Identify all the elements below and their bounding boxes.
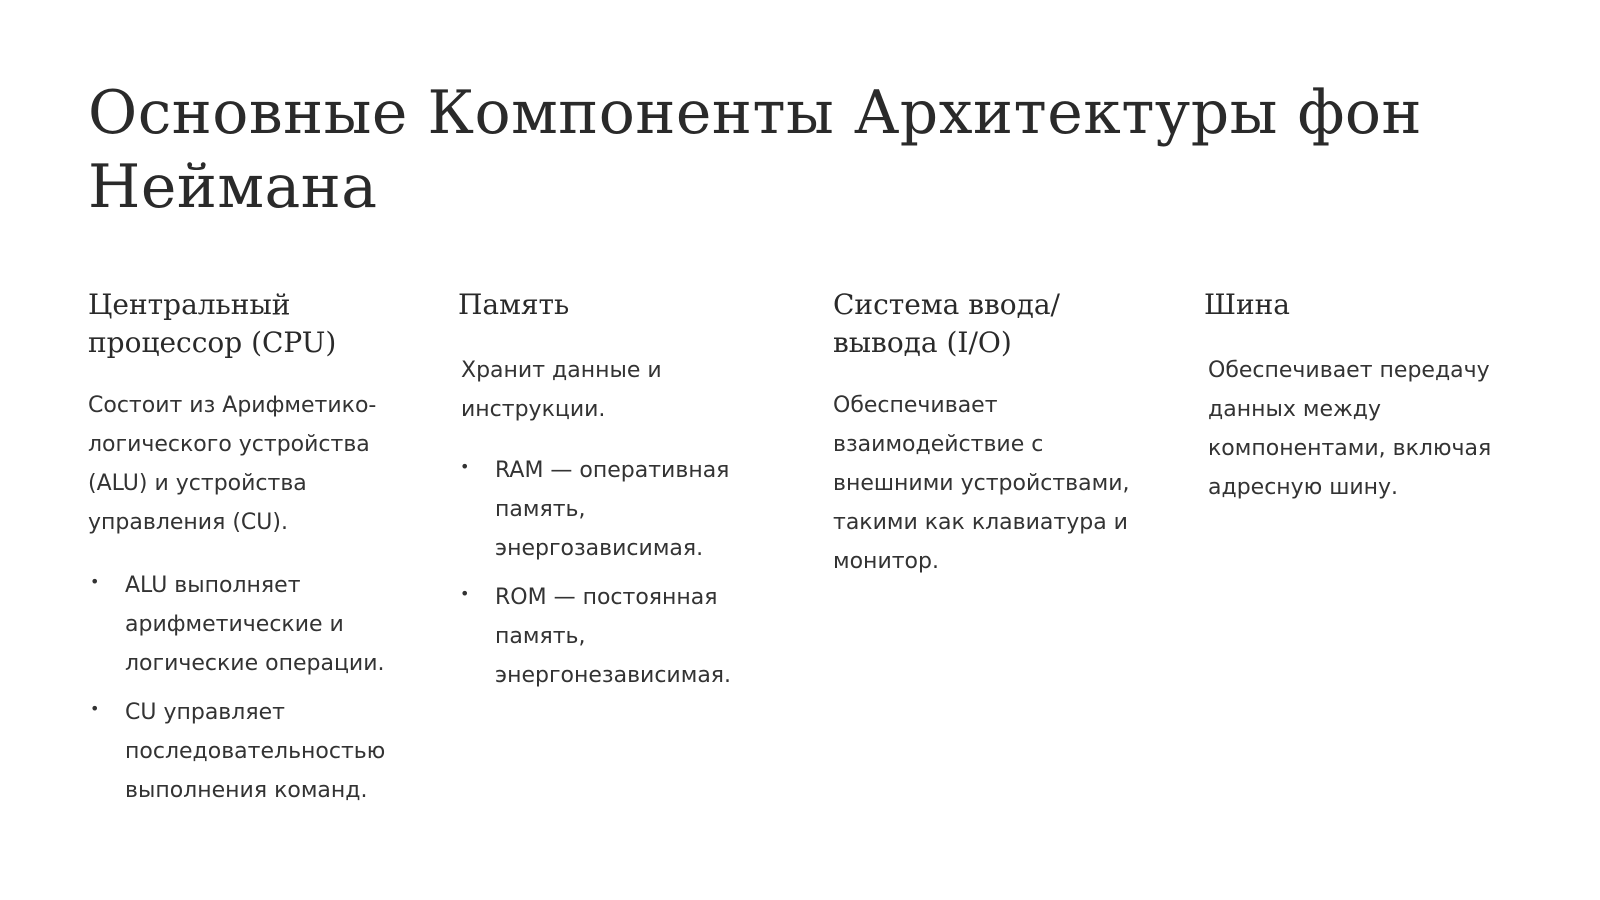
column-heading-bus: Шина xyxy=(1204,288,1290,321)
column-io xyxy=(833,286,1153,581)
list-item xyxy=(458,578,778,695)
column-memory xyxy=(458,286,778,705)
bullet-dot-icon: • xyxy=(460,457,470,476)
column-text-memory: Хранит данные и инструкции. xyxy=(461,358,662,422)
bullet-list-memory xyxy=(458,451,778,695)
bullet-dot-icon: • xyxy=(90,699,100,718)
column-text-bus: Обеспечивает передачу данных между компонентами, включая адресную шину. xyxy=(1208,358,1492,500)
column-cpu xyxy=(88,286,408,820)
bullet-dot-icon: • xyxy=(90,572,100,591)
list-item-text: ALU выполняет арифметические и логические операции. xyxy=(125,573,385,676)
column-text-cpu: Состоит из Арифметико-логического устройства (ALU) и устройства управления (CU). xyxy=(88,393,377,535)
list-item xyxy=(458,451,778,568)
list-item xyxy=(88,566,408,683)
list-item-text: ROM — постоянная память, энергонезависимая. xyxy=(495,585,732,688)
column-heading-io: Система ввода/вывода (I/O) xyxy=(833,288,1060,359)
list-item-text: RAM — оперативная память, энергозависимая. xyxy=(495,458,730,561)
column-heading-memory: Память xyxy=(458,288,570,321)
column-bus xyxy=(1204,286,1524,507)
column-heading-cpu: Центральный процессор (CPU) xyxy=(88,288,337,359)
bullet-dot-icon: • xyxy=(460,584,470,603)
list-item-text: CU управляет последовательностью выполнения команд. xyxy=(125,700,386,803)
column-text-io: Обеспечивает взаимодействие с внешними устройствами, такими как клавиатура и монитор. xyxy=(833,393,1130,574)
slide-title: Основные Компоненты Архитектуры фон Неймана xyxy=(88,78,1423,222)
bullet-list-cpu xyxy=(88,566,408,810)
list-item xyxy=(88,693,408,810)
